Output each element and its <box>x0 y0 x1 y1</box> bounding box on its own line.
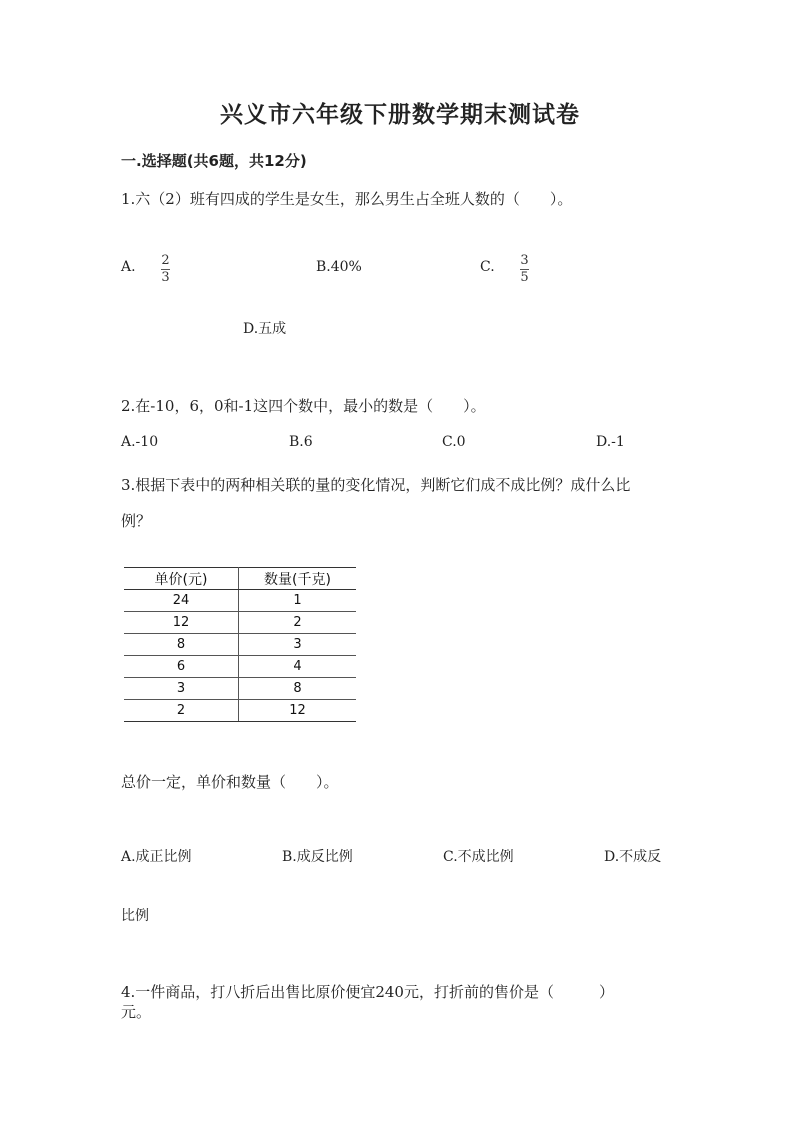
question-1-stem: 1.六（2）班有四成的学生是女生，那么男生占全班人数的（ ）。 <box>121 190 573 208</box>
q1-option-a-fraction <box>161 254 170 285</box>
table-row <box>124 634 356 656</box>
table-cell: 12 <box>239 700 357 722</box>
table-cell: 8 <box>124 634 239 656</box>
q2-option-c: C.0 <box>442 434 466 450</box>
fraction-numerator: 2 <box>161 253 170 268</box>
table-cell: 4 <box>239 656 357 678</box>
question-4-stem-line-1: 4.一件商品，打八折后出售比原价便宜240元，打折前的售价是（ ） <box>121 983 614 1001</box>
table-cell: 6 <box>124 656 239 678</box>
q3-option-c: C.不成比例 <box>443 849 514 865</box>
table-cell: 3 <box>239 634 357 656</box>
table-cell: 2 <box>239 612 357 634</box>
table-row <box>124 700 356 722</box>
table-cell: 12 <box>124 612 239 634</box>
q2-option-a: A.-10 <box>121 434 159 450</box>
column-header-unit-price: 单价(元) <box>124 568 239 590</box>
column-header-quantity: 数量(千克) <box>239 568 357 590</box>
question-3-stem-line-2: 例？ <box>121 512 152 530</box>
table-row <box>124 590 356 612</box>
question-4-stem-line-2: 元。 <box>121 1003 152 1021</box>
q2-option-b: B.6 <box>289 434 313 450</box>
page-title: 兴义市六年级下册数学期末测试卷 <box>220 101 580 128</box>
q2-option-d: D.-1 <box>596 434 625 450</box>
table-row <box>124 612 356 634</box>
table-cell: 2 <box>124 700 239 722</box>
q1-option-d: D.五成 <box>243 321 287 337</box>
question-3-prompt: 总价一定，单价和数量（ ）。 <box>121 773 339 791</box>
table-cell: 24 <box>124 590 239 612</box>
q3-option-d-line-1: D.不成反 <box>604 849 662 865</box>
fraction-numerator: 3 <box>520 253 529 268</box>
question-2-stem: 2.在-10，6，0和-1这四个数中，最小的数是（ ）。 <box>121 397 486 415</box>
section-heading: 一.选择题(共6题，共12分) <box>121 152 307 170</box>
q1-option-c-fraction <box>520 254 529 285</box>
fraction-denominator: 5 <box>520 270 529 285</box>
q1-option-a-label: A. <box>121 259 136 275</box>
question-3-stem-line-1: 3.根据下表中的两种相关联的量的变化情况，判断它们成不成比例？成什么比 <box>121 476 631 494</box>
q3-option-b: B.成反比例 <box>282 849 353 865</box>
price-quantity-table <box>124 567 356 722</box>
q3-option-a: A.成正比例 <box>121 849 192 865</box>
table-cell: 1 <box>239 590 357 612</box>
q1-option-c-label: C. <box>480 259 495 275</box>
table-cell: 3 <box>124 678 239 700</box>
q3-option-d-line-2: 比例 <box>121 908 149 924</box>
fraction-denominator: 3 <box>161 270 170 285</box>
table-header-row <box>124 568 356 590</box>
q1-option-b: B.40% <box>316 259 362 275</box>
table-cell: 8 <box>239 678 357 700</box>
table-row <box>124 656 356 678</box>
table-row <box>124 678 356 700</box>
